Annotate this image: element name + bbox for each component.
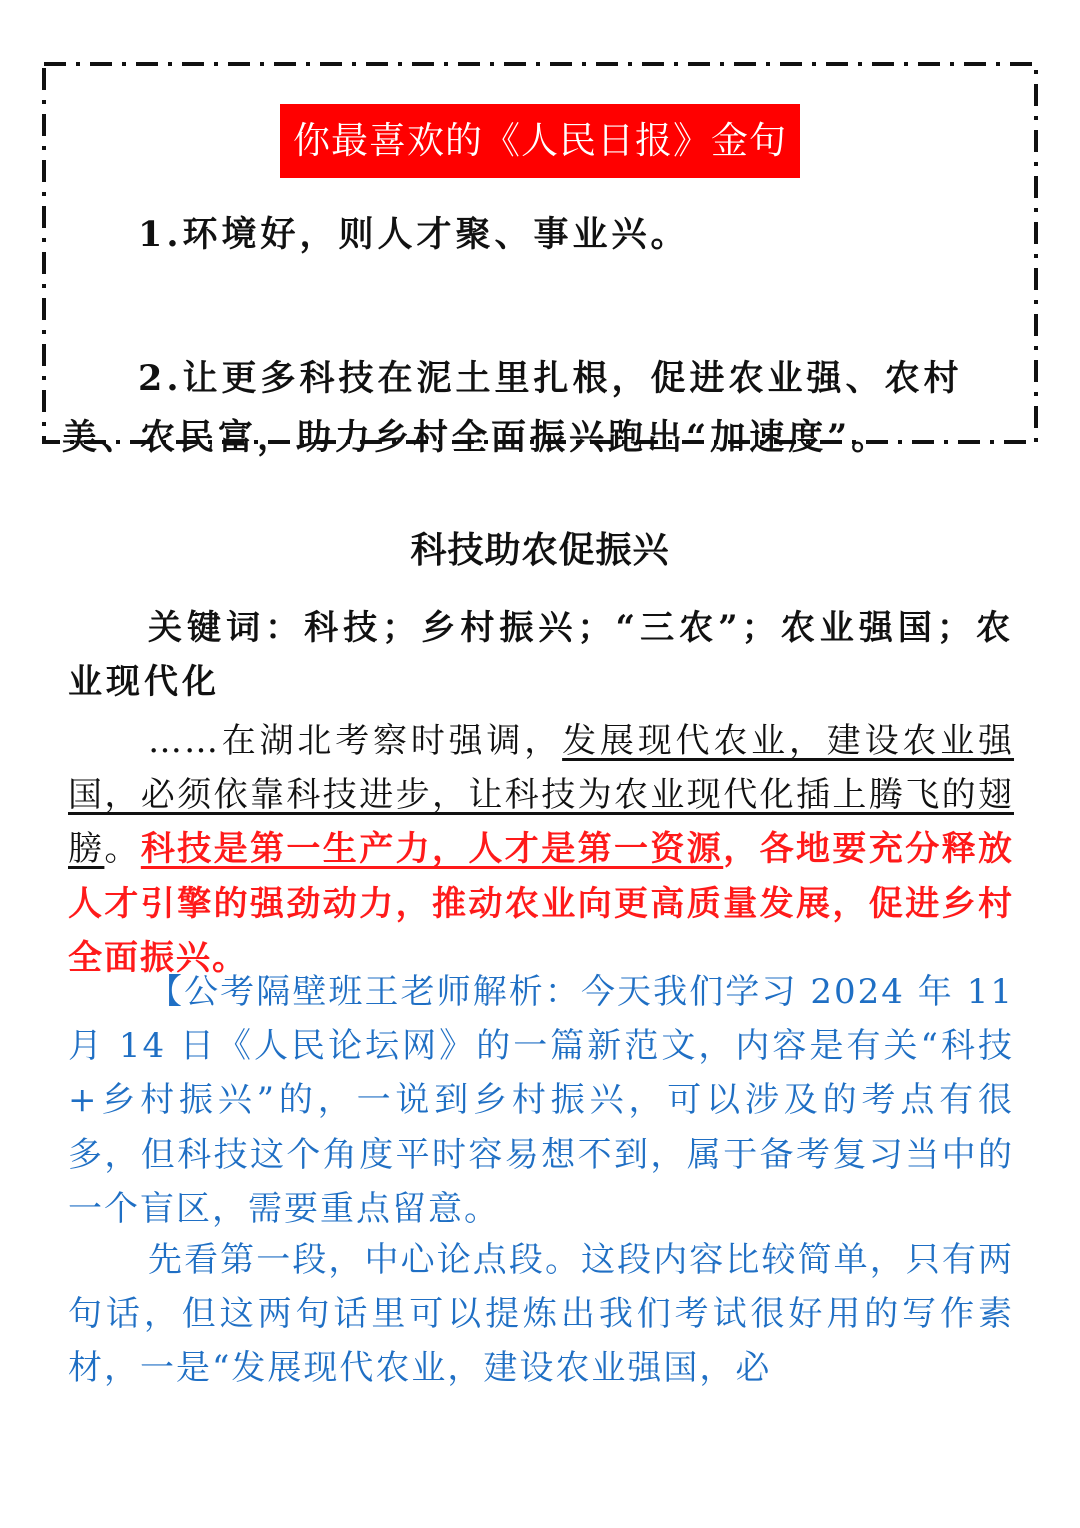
quote-item-2: 2.让更多科技在泥土里扎根，促进农业强、农村美、农民富，助力乡村全面振兴跑出“加速度”。 bbox=[62, 358, 963, 458]
analysis-paragraph-1: 【公考隔壁班王老师解析：今天我们学习 2024 年 11 月 14 日《人民论坛网》的一篇新范文，内容是有关“科技+乡村振兴”的，一说到乡村振兴，可以涉及的考点有很多，但科技这个角度平时容易想不到，属于备考复习当中的一个盲区，需要重点留意。 bbox=[68, 972, 1014, 1229]
body-lead: ……在湖北考察时强调， bbox=[148, 721, 563, 761]
quote-item-1: 1.环境好，则人才聚、事业兴。 bbox=[138, 214, 690, 255]
keywords-line: 关键词：科技；乡村振兴；“三农”；农业强国；农业现代化 bbox=[68, 608, 1014, 703]
analysis-paragraph-2: 先看第一段，中心论点段。这段内容比较简单，只有两句话，但这两句话里可以提炼出我们考试很好用的写作素材，一是“发展现代农业，建设农业强国，必 bbox=[68, 1240, 1014, 1389]
article-body-paragraph bbox=[68, 714, 1014, 985]
quote-box-banner: 你最喜欢的《人民日报》金句 bbox=[280, 104, 800, 178]
article-title: 科技助农促振兴 bbox=[410, 529, 670, 571]
body-underlined-quote: 发展现代农业，建设农业强国，必须依靠科技进步，让科技为农业现代化插上腾飞的翅膀 bbox=[68, 721, 1015, 870]
quote-box bbox=[42, 62, 1038, 458]
body-period: 。 bbox=[104, 829, 141, 870]
body-red-rest: ，各地要充分释放人才引擎的强劲动力，推动农业向更高质量发展，促进乡村全面振兴。 bbox=[68, 829, 1015, 978]
body-red-underlined: 科技是第一生产力，人才是第一资源 bbox=[140, 829, 724, 870]
